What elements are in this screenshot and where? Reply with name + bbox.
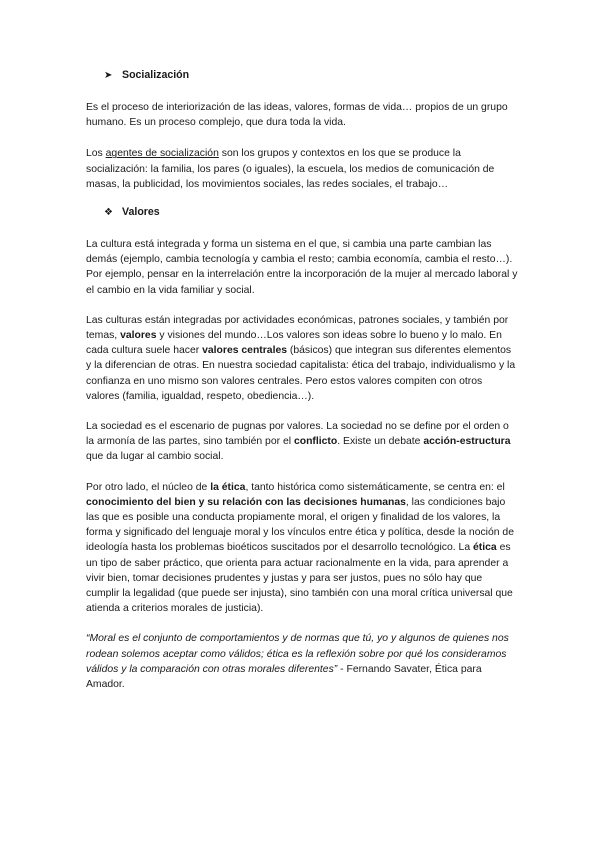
quote-attribution: - Fernando Savater, Ética para Amador. — [86, 663, 482, 691]
text-segment: , las condiciones bajo las que es posible una conducta propiamente moral, el origen y finalidad de los valores, la forma y significado del lenguaje moral y los vínculos entre ética y política, desde la noción de ideología hasta los problemas bioéticos suscitados por el desarrollo tecnológico. La — [86, 496, 514, 554]
text-segment: y visiones del mundo…Los valores son ideas sobre lo bueno y lo malo. En cada cultura suele hacer — [86, 330, 502, 357]
heading-valores — [104, 205, 518, 221]
paragraph-pugnas-valores — [86, 419, 518, 465]
paragraph-socializacion-definition: Es el proceso de interiorización de las ideas, valores, formas de vida… propios de un grupo humano. Es un proceso complejo, que dura toda la vida. — [86, 102, 508, 129]
document-page — [86, 68, 518, 692]
text-segment: que da lugar al cambio social. — [86, 451, 224, 463]
text-segment: , tanto histórica como sistemáticamente, se centra en: el — [245, 481, 505, 493]
four-diamond-bullet-icon: ❖ — [104, 207, 113, 219]
text-segment: Las culturas están integradas por actividades económicas, patrones sociales, y también por temas, — [86, 314, 509, 342]
text-segment: Los — [86, 148, 106, 160]
bold-term: conocimiento del bien y su relación con las decisiones humanas — [86, 496, 406, 508]
heading-socializacion — [104, 68, 518, 84]
bold-term: la ética — [210, 481, 246, 493]
paragraph-etica — [86, 480, 518, 617]
text-segment: son los grupos y contextos en los que se produce la socialización: la familia, los pares (o iguales), la escuela, los medios de comunicación de masas, la publicidad, los movimientos sociales, las redes sociales, el trabajo… — [86, 148, 495, 190]
arrowhead-bullet-icon: ➤ — [104, 70, 113, 82]
text-segment: es un tipo de saber práctico, que orienta para actuar racionalmente en la vida, para aprender a vivir bien, tomar decisiones prudentes y justas y para ser justos, pues no sólo hay que cumplir la legalidad (que puede ser injusta), sino también con una moral crítica universal que atienda a criterios morales de justicia). — [86, 542, 513, 615]
text-segment: La sociedad es el escenario de pugnas por valores. La sociedad no se define por el orden o la armonía de las partes, sino también por el — [86, 421, 509, 448]
heading-title: Socialización — [122, 69, 190, 82]
bold-term: valores — [120, 330, 157, 342]
paragraph-agentes-socializacion — [86, 146, 518, 192]
heading-title: Valores — [122, 206, 160, 219]
text-segment: (básicos) que integran sus diferentes elementos y la diferencian de otras. En nuestra sociedad capitalista: ética del trabajo, individualismo y la confianza en uno mismo son valores centrales. Pero estos valores compiten con otros valores (familia, igualdad, respeto, obediencia…). — [86, 345, 516, 402]
quote-text: “Moral es el conjunto de comportamientos y de normas que tú, yo y algunos de quienes nos rodean solemos aceptar como válidos; ética es la reflexión sobre por qué los consideramos válidos y la comparación con otras morales diferentes” — [86, 633, 509, 675]
text-segment: . Existe un debate — [337, 436, 424, 448]
text-segment: Por otro lado, el núcleo de — [86, 481, 211, 493]
bold-term: acción-estructura — [423, 436, 511, 448]
underlined-term: agentes de socialización — [105, 148, 219, 160]
bold-term: valores centrales — [202, 345, 288, 357]
paragraph-quote-savater — [86, 631, 518, 692]
bold-term: conflicto — [293, 436, 338, 448]
paragraph-culturas-valores — [86, 313, 518, 404]
bold-term: ética — [473, 542, 497, 554]
paragraph-cultura-integrada: La cultura está integrada y forma un sistema en el que, si cambia una parte cambian las demás (ejemplo, cambia tecnología y cambia el resto; cambia economía, cambia el resto…). Por ejemplo, pensar en la interrelación entre la incorporación de la mujer al mercado laboral y el cambio en la vida familiar y social. — [86, 239, 518, 296]
